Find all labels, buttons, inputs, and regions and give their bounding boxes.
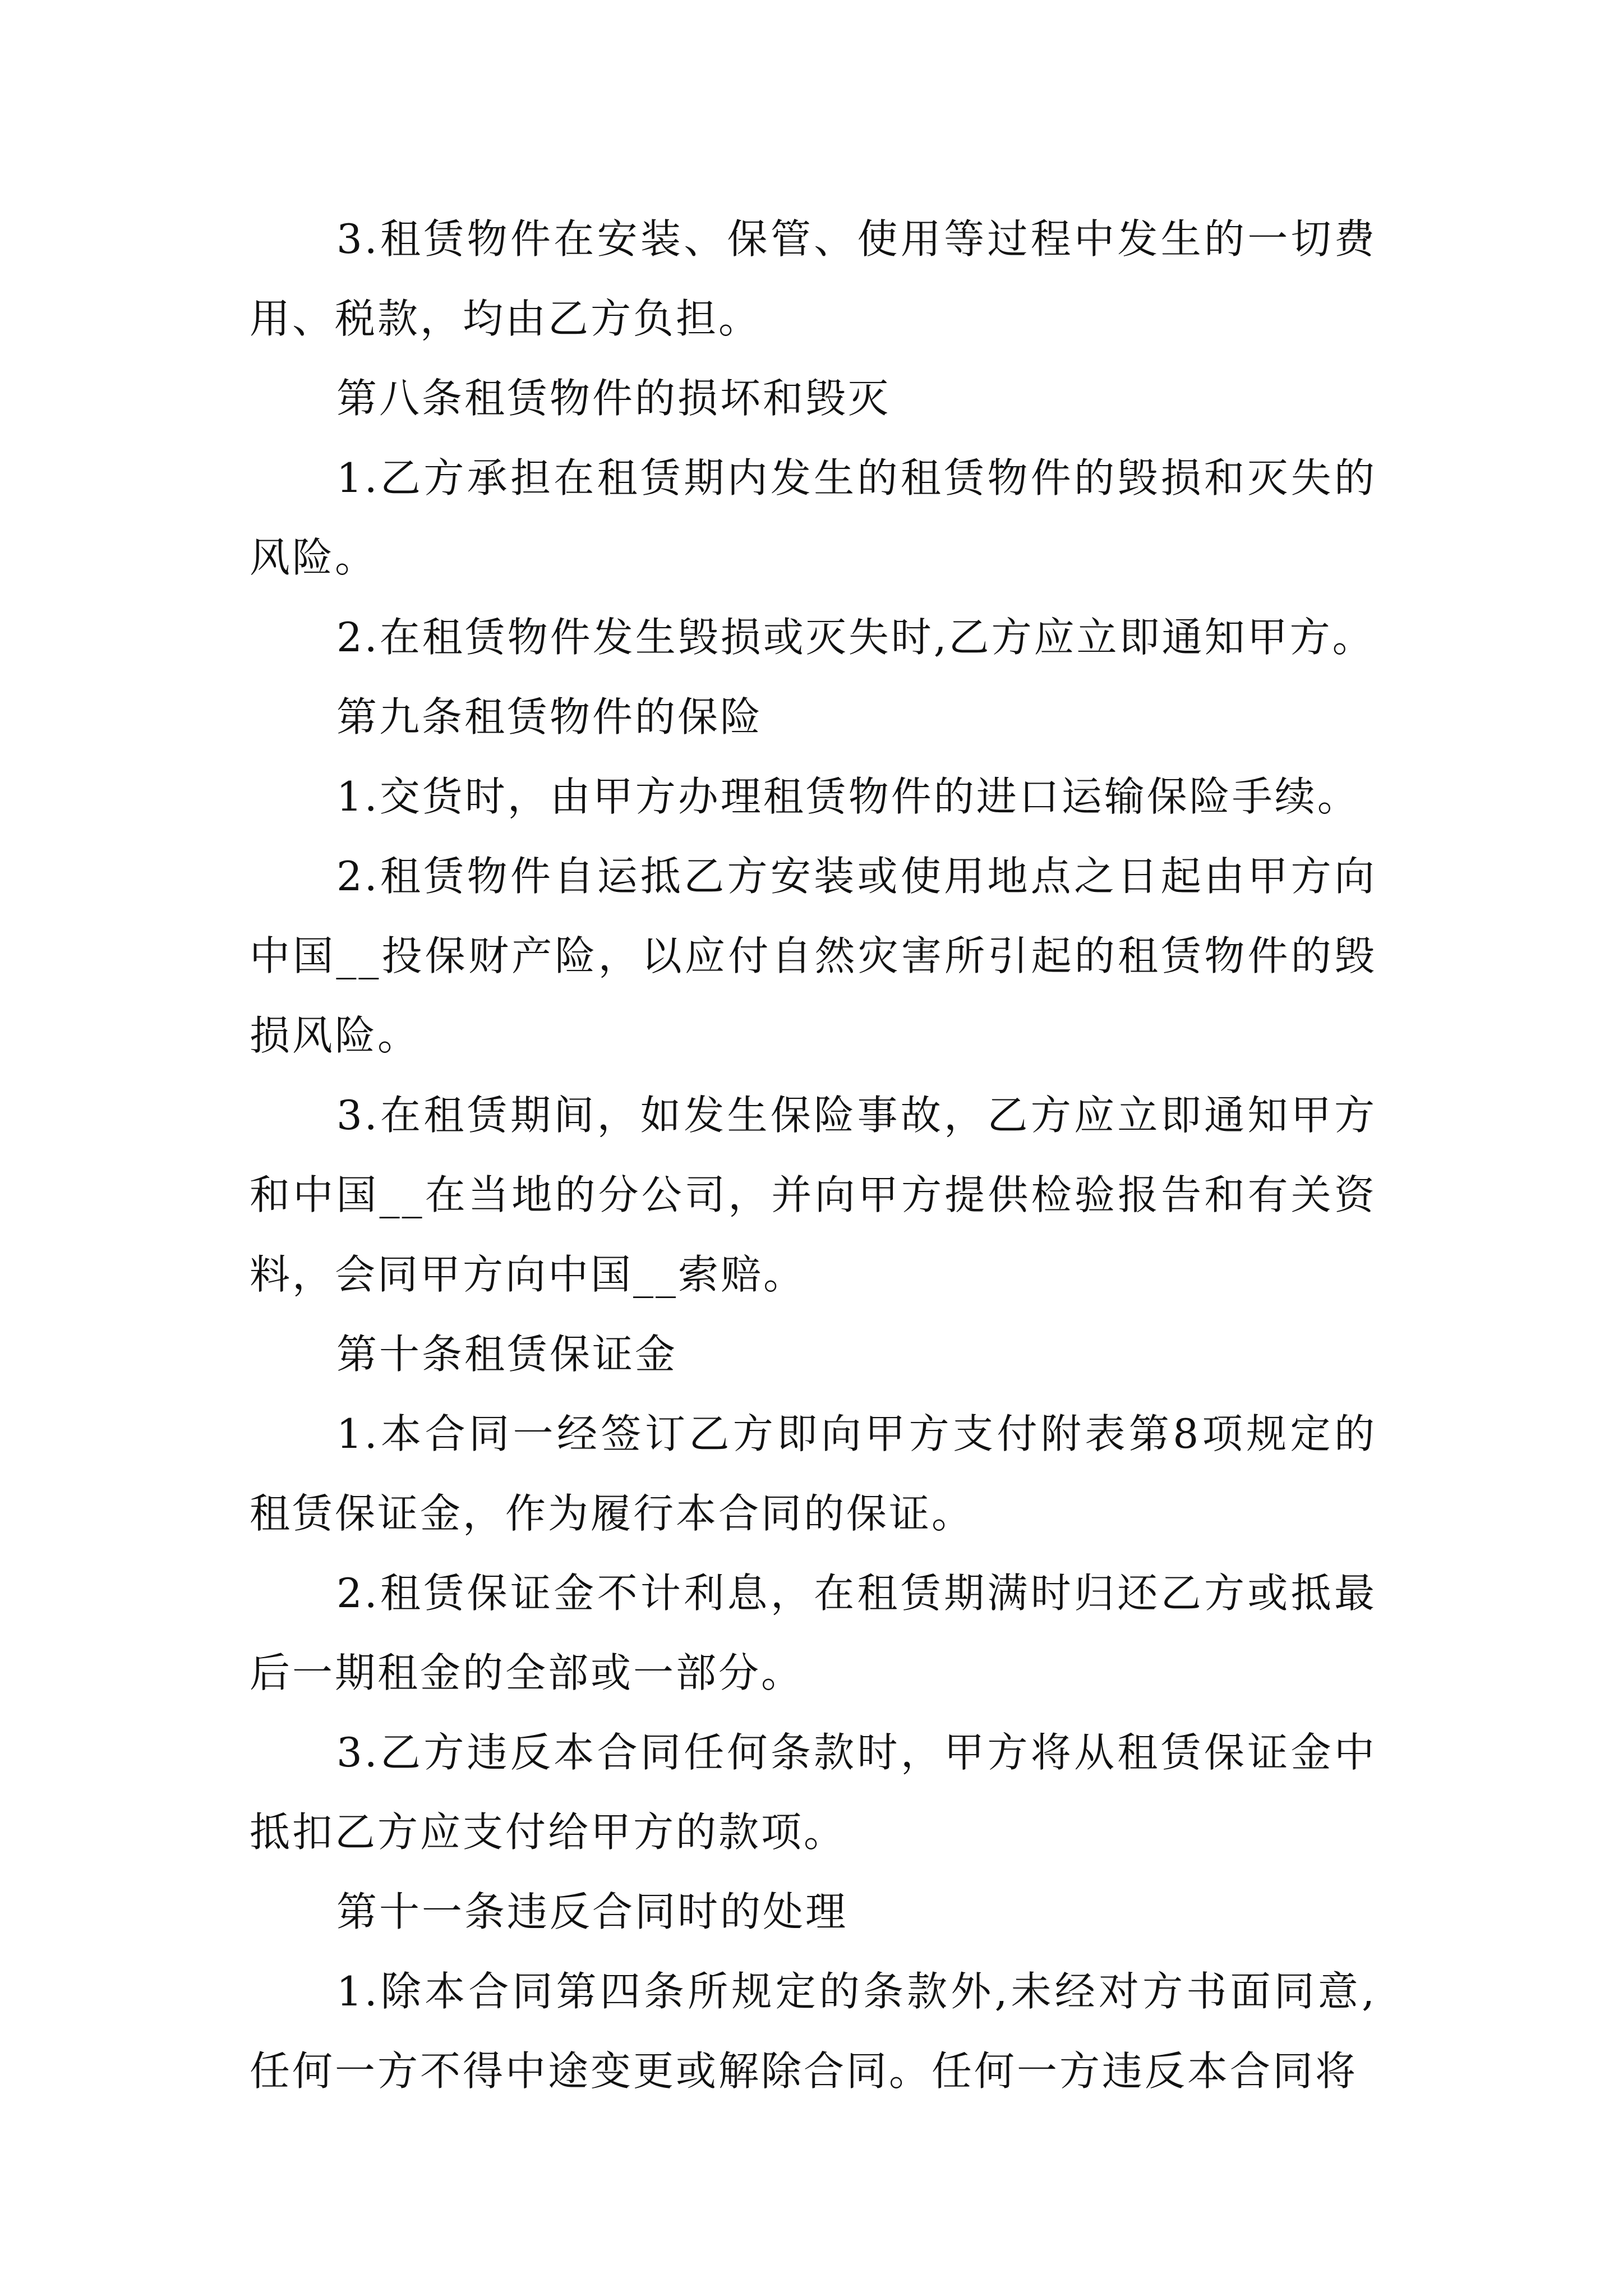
clause-10-item-2: 2.租赁保证金不计利息，在租赁期满时归还乙方或抵最后一期租金的全部或一部分。 bbox=[250, 1570, 1377, 1696]
clause-9-item-2: 2.租赁物件自运抵乙方安装或使用地点之日起由甲方向中国__投保财产险，以应付自然灾害所引起的租赁物件的毁损风险。 bbox=[250, 853, 1377, 1059]
document-body bbox=[250, 199, 1377, 2111]
clause-9-item-3: 3.在租赁期间，如发生保险事故，乙方应立即通知甲方和中国__在当地的分公司，并向甲方提供检验报告和有关资料，会同甲方向中国__索赔。 bbox=[250, 1092, 1377, 1298]
clause-7-item-3: 3.租赁物件在安装、保管、使用等过程中发生的一切费用、税款，均由乙方负担。 bbox=[250, 215, 1377, 342]
article-11-heading: 第十一条违反合同时的处理 bbox=[336, 1888, 849, 1935]
clause-10-item-1: 1.本合同一经签订乙方即向甲方支付附表第8项规定的租赁保证金，作为履行本合同的保证。 bbox=[250, 1410, 1377, 1537]
article-9-heading: 第九条租赁物件的保险 bbox=[336, 693, 763, 740]
clause-9-item-1: 1.交货时，由甲方办理租赁物件的进口运输保险手续。 bbox=[336, 773, 1360, 820]
article-10-heading: 第十条租赁保证金 bbox=[336, 1331, 678, 1378]
clause-8-item-1: 1.乙方承担在租赁期内发生的租赁物件的毁损和灭失的风险。 bbox=[250, 454, 1377, 581]
clause-10-item-3: 3.乙方违反本合同任何条款时，甲方将从租赁保证金中抵扣乙方应支付给甲方的款项。 bbox=[250, 1729, 1377, 1856]
article-8-heading: 第八条租赁物件的损坏和毁灭 bbox=[336, 375, 891, 422]
clause-11-item-1: 1.除本合同第四条所规定的条款外,未经对方书面同意,任何一方不得中途变更或解除合同。任何一方违反本合同将 bbox=[250, 1968, 1377, 2095]
clause-8-item-2: 2.在租赁物件发生毁损或灭失时,乙方应立即通知甲方。 bbox=[336, 614, 1375, 661]
